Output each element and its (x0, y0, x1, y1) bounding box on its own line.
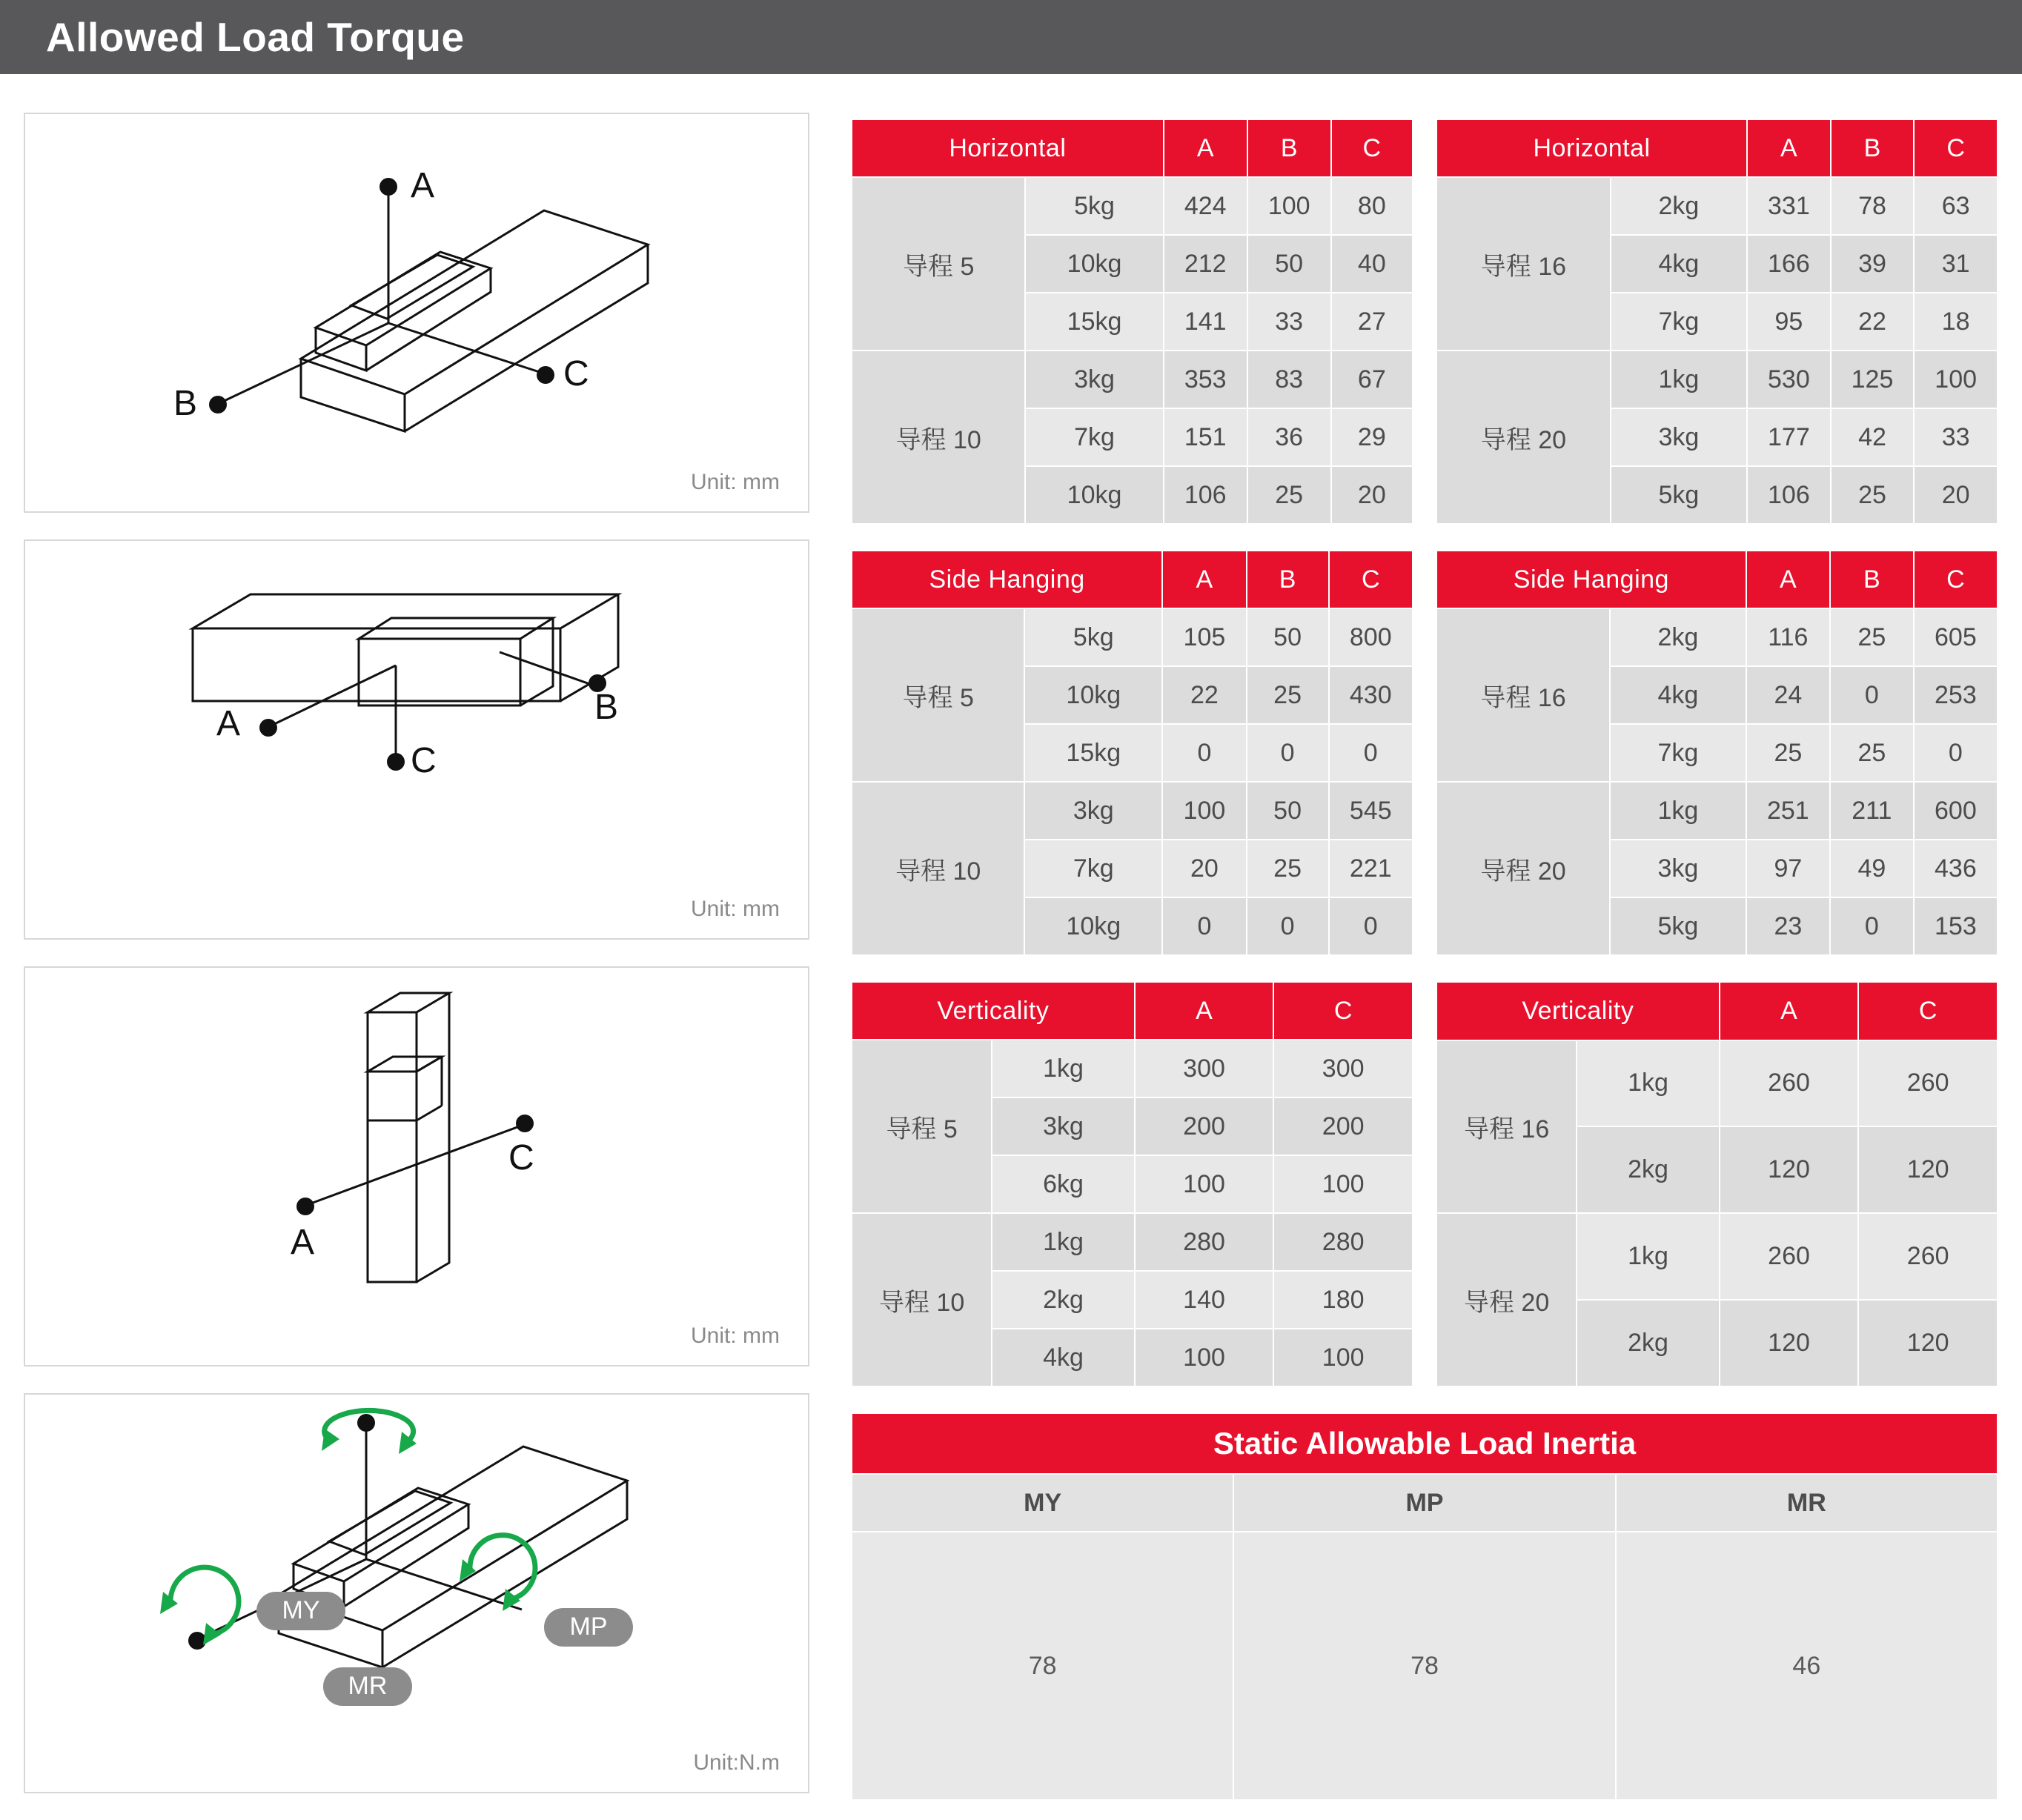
load-label: 7kg (1025, 408, 1163, 466)
value-c: 600 (1914, 782, 1998, 840)
value-a: 166 (1747, 235, 1831, 293)
value-c: 0 (1329, 897, 1413, 955)
value-c: 260 (1858, 1213, 1998, 1300)
lead-label: 导程 20 (1436, 1213, 1577, 1386)
table-row (1436, 177, 1998, 235)
col-header-c: C (1858, 982, 1998, 1040)
lead-label: 导程 10 (852, 351, 1025, 524)
value-a: 424 (1164, 177, 1247, 235)
value-c: 430 (1329, 666, 1413, 724)
value-c: 260 (1858, 1040, 1998, 1127)
value-c: 0 (1329, 724, 1413, 782)
figure4-unit: Unit:N.m (693, 1750, 780, 1775)
value-c: 180 (1273, 1271, 1413, 1329)
figure-verticality (24, 966, 809, 1366)
value-a: 100 (1162, 782, 1246, 840)
load-label: 7kg (1610, 724, 1746, 782)
load-label: 1kg (1577, 1213, 1719, 1300)
value-a: 200 (1135, 1097, 1274, 1155)
value-b: 211 (1830, 782, 1914, 840)
moments-diagram-svg (25, 1395, 808, 1792)
col-header-b: B (1247, 551, 1329, 608)
table-row (852, 608, 1413, 666)
value-a: 280 (1135, 1213, 1274, 1271)
lead-label: 导程 20 (1436, 782, 1610, 955)
col-header-c: C (1273, 982, 1413, 1040)
value-c: 153 (1914, 897, 1998, 955)
value-c: 100 (1273, 1329, 1413, 1386)
table-title: Verticality (1436, 982, 1720, 1040)
table-side-hanging-left (851, 550, 1413, 956)
value-a: 331 (1747, 177, 1831, 235)
value-c: 200 (1273, 1097, 1413, 1155)
value-b: 25 (1247, 840, 1329, 897)
col-header-a: A (1746, 551, 1830, 608)
figure3-unit: Unit: mm (691, 1324, 780, 1348)
horizontal-diagram-svg (25, 114, 808, 511)
col-header-a: A (1162, 551, 1246, 608)
value-a: 530 (1747, 351, 1831, 408)
table-title: Verticality (852, 982, 1135, 1040)
page-header (0, 0, 2022, 74)
value-a: 95 (1747, 293, 1831, 351)
table-row (852, 177, 1413, 235)
value-c: 67 (1331, 351, 1413, 408)
value-c: 253 (1914, 666, 1998, 724)
value-a: 100 (1135, 1329, 1274, 1386)
value-c: 436 (1914, 840, 1998, 897)
load-label: 1kg (992, 1213, 1134, 1271)
value-b: 42 (1831, 408, 1915, 466)
load-label: 10kg (1025, 235, 1163, 293)
load-label: 4kg (992, 1329, 1134, 1386)
load-label: 2kg (1611, 177, 1747, 235)
figure2-label-b: B (594, 688, 619, 727)
load-label: 3kg (1611, 408, 1747, 466)
value-c: 27 (1331, 293, 1413, 351)
load-label: 3kg (1025, 351, 1163, 408)
value-a: 141 (1164, 293, 1247, 351)
load-label: 15kg (1024, 724, 1162, 782)
load-label: 2kg (1577, 1300, 1719, 1386)
value-b: 50 (1247, 782, 1329, 840)
value-a: 212 (1164, 235, 1247, 293)
table-title: Horizontal (852, 119, 1164, 177)
figure-side-hanging (24, 539, 809, 940)
static-col-mr: MR (1616, 1474, 1998, 1532)
load-label: 6kg (992, 1155, 1134, 1213)
load-label: 3kg (1024, 782, 1162, 840)
lead-label: 导程 16 (1436, 177, 1611, 351)
figure3-label-c: C (508, 1138, 534, 1178)
value-b: 83 (1247, 351, 1331, 408)
side-hanging-tables-row (851, 550, 1998, 956)
static-table-title: Static Allowable Load Inertia (852, 1413, 1998, 1474)
table-verticality-left (851, 981, 1413, 1387)
col-header-c: C (1329, 551, 1413, 608)
value-a: 0 (1162, 897, 1246, 955)
figures-column (24, 113, 809, 1820)
load-label: 7kg (1611, 293, 1747, 351)
tables-column (851, 119, 1998, 1801)
load-label: 5kg (1610, 897, 1746, 955)
figure2-label-a: A (216, 704, 241, 743)
col-header-b: B (1830, 551, 1914, 608)
static-value-mr: 46 (1616, 1532, 1998, 1800)
table-title: Horizontal (1436, 119, 1747, 177)
horizontal-tables-row (851, 119, 1998, 525)
page-title: Allowed Load Torque (46, 14, 465, 60)
col-header-c: C (1914, 551, 1998, 608)
load-label: 1kg (1610, 782, 1746, 840)
value-c: 605 (1914, 608, 1998, 666)
value-b: 49 (1830, 840, 1914, 897)
verticality-diagram-svg (25, 968, 808, 1365)
value-b: 25 (1830, 608, 1914, 666)
col-header-a: A (1135, 982, 1274, 1040)
value-c: 40 (1331, 235, 1413, 293)
static-col-mp: MP (1233, 1474, 1615, 1532)
col-header-c: C (1331, 119, 1413, 177)
value-a: 260 (1720, 1040, 1859, 1127)
col-header-c: C (1914, 119, 1998, 177)
col-header-a: A (1720, 982, 1859, 1040)
load-label: 1kg (992, 1040, 1134, 1097)
table-title: Side Hanging (852, 551, 1162, 608)
col-header-b: B (1247, 119, 1331, 177)
load-label: 4kg (1610, 666, 1746, 724)
load-label: 2kg (1577, 1126, 1719, 1213)
value-b: 0 (1247, 897, 1329, 955)
lead-label: 导程 16 (1436, 1040, 1577, 1214)
figure4-tag-mp: MP (569, 1613, 608, 1641)
col-header-a: A (1164, 119, 1247, 177)
value-b: 50 (1247, 235, 1331, 293)
value-c: 0 (1914, 724, 1998, 782)
table-row (1436, 1213, 1998, 1300)
lead-label: 导程 5 (852, 608, 1024, 782)
table-horizontal-right (1436, 119, 1998, 525)
value-b: 0 (1247, 724, 1329, 782)
table-row (852, 351, 1413, 408)
figure1-label-c: C (563, 354, 589, 393)
value-a: 25 (1746, 724, 1830, 782)
value-a: 24 (1746, 666, 1830, 724)
value-c: 80 (1331, 177, 1413, 235)
value-c: 545 (1329, 782, 1413, 840)
value-c: 280 (1273, 1213, 1413, 1271)
lead-label: 导程 20 (1436, 351, 1611, 524)
value-c: 120 (1858, 1300, 1998, 1386)
value-a: 120 (1720, 1126, 1859, 1213)
value-b: 22 (1831, 293, 1915, 351)
value-b: 25 (1247, 466, 1331, 524)
value-c: 20 (1331, 466, 1413, 524)
value-b: 33 (1247, 293, 1331, 351)
load-label: 1kg (1577, 1040, 1719, 1127)
load-label: 5kg (1025, 177, 1163, 235)
table-static-inertia (851, 1412, 1998, 1801)
value-c: 33 (1914, 408, 1998, 466)
value-b: 25 (1831, 466, 1915, 524)
value-c: 29 (1331, 408, 1413, 466)
value-b: 0 (1830, 897, 1914, 955)
value-b: 125 (1831, 351, 1915, 408)
value-b: 25 (1830, 724, 1914, 782)
value-b: 100 (1247, 177, 1331, 235)
value-a: 116 (1746, 608, 1830, 666)
figure4-tag-my: MY (282, 1596, 320, 1624)
figure1-label-b: B (173, 384, 198, 423)
value-c: 120 (1858, 1126, 1998, 1213)
value-a: 100 (1135, 1155, 1274, 1213)
figure4-tag-mr: MR (348, 1672, 388, 1700)
value-c: 800 (1329, 608, 1413, 666)
col-header-b: B (1831, 119, 1915, 177)
value-c: 31 (1914, 235, 1998, 293)
lead-label: 导程 16 (1436, 608, 1610, 782)
value-a: 20 (1162, 840, 1246, 897)
value-a: 353 (1164, 351, 1247, 408)
table-title: Side Hanging (1436, 551, 1746, 608)
value-a: 97 (1746, 840, 1830, 897)
static-value-mp: 78 (1233, 1532, 1615, 1800)
value-a: 106 (1747, 466, 1831, 524)
value-a: 120 (1720, 1300, 1859, 1386)
value-c: 221 (1329, 840, 1413, 897)
static-value-my: 78 (852, 1532, 1233, 1800)
figure-moments (24, 1393, 809, 1793)
value-b: 25 (1247, 666, 1329, 724)
figure-horizontal (24, 113, 809, 513)
load-label: 3kg (1610, 840, 1746, 897)
value-b: 0 (1830, 666, 1914, 724)
load-label: 10kg (1025, 466, 1163, 524)
load-label: 2kg (992, 1271, 1134, 1329)
value-a: 151 (1164, 408, 1247, 466)
lead-label: 导程 5 (852, 177, 1025, 351)
value-b: 36 (1247, 408, 1331, 466)
lead-label: 导程 10 (852, 782, 1024, 955)
side-hanging-diagram-svg (25, 541, 808, 938)
value-b: 50 (1247, 608, 1329, 666)
value-a: 0 (1162, 724, 1246, 782)
value-b: 39 (1831, 235, 1915, 293)
table-row (1436, 351, 1998, 408)
value-a: 105 (1162, 608, 1246, 666)
table-row (852, 1213, 1413, 1271)
load-label: 5kg (1611, 466, 1747, 524)
load-label: 1kg (1611, 351, 1747, 408)
table-row (1436, 608, 1998, 666)
figure1-unit: Unit: mm (691, 470, 780, 494)
value-c: 100 (1914, 351, 1998, 408)
table-row (852, 1532, 1998, 1800)
static-col-my: MY (852, 1474, 1233, 1532)
load-label: 5kg (1024, 608, 1162, 666)
value-a: 260 (1720, 1213, 1859, 1300)
figure1-label-a: A (411, 166, 435, 205)
table-row (1436, 782, 1998, 840)
load-label: 15kg (1025, 293, 1163, 351)
value-a: 300 (1135, 1040, 1274, 1097)
value-a: 23 (1746, 897, 1830, 955)
load-label: 7kg (1024, 840, 1162, 897)
value-b: 78 (1831, 177, 1915, 235)
table-row (852, 782, 1413, 840)
value-a: 106 (1164, 466, 1247, 524)
value-a: 22 (1162, 666, 1246, 724)
value-a: 177 (1747, 408, 1831, 466)
static-inertia-section (851, 1412, 1998, 1801)
lead-label: 导程 5 (852, 1040, 992, 1213)
value-a: 251 (1746, 782, 1830, 840)
table-row (852, 1040, 1413, 1097)
load-label: 2kg (1610, 608, 1746, 666)
lead-label: 导程 10 (852, 1213, 992, 1386)
value-c: 300 (1273, 1040, 1413, 1097)
figure2-label-c: C (411, 741, 437, 780)
table-row (1436, 1040, 1998, 1127)
table-verticality-right (1436, 981, 1998, 1387)
verticality-tables-row (851, 981, 1998, 1387)
load-label: 10kg (1024, 666, 1162, 724)
value-c: 18 (1914, 293, 1998, 351)
value-c: 100 (1273, 1155, 1413, 1213)
table-side-hanging-right (1436, 550, 1998, 956)
load-label: 10kg (1024, 897, 1162, 955)
value-a: 140 (1135, 1271, 1274, 1329)
figure3-label-a: A (291, 1223, 315, 1262)
value-c: 20 (1914, 466, 1998, 524)
value-c: 63 (1914, 177, 1998, 235)
col-header-a: A (1747, 119, 1831, 177)
table-horizontal-left (851, 119, 1413, 525)
figure2-unit: Unit: mm (691, 897, 780, 921)
load-label: 4kg (1611, 235, 1747, 293)
load-label: 3kg (992, 1097, 1134, 1155)
